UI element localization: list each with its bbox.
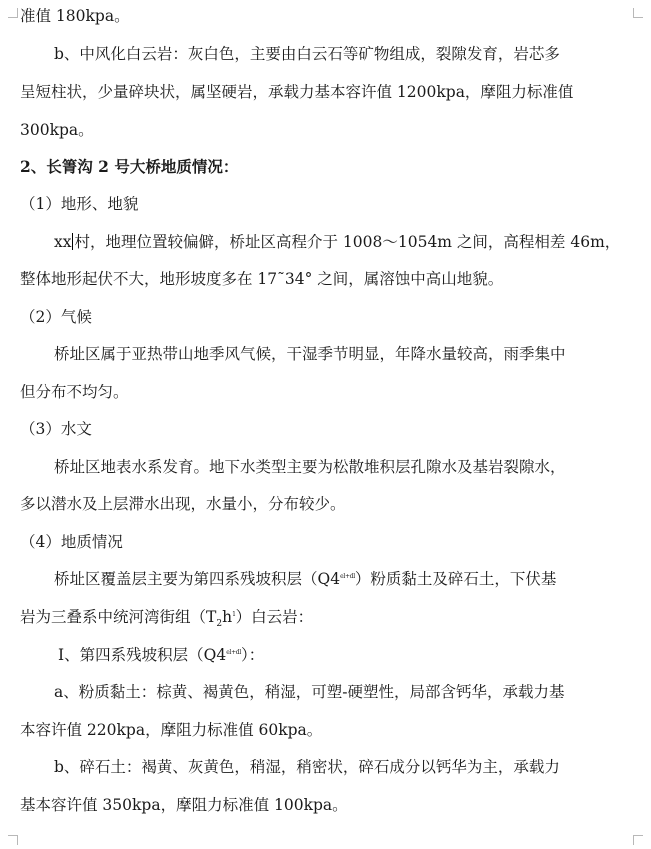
subsection-heading: （2）气候	[20, 308, 92, 326]
paragraph-line	[58, 645, 264, 665]
paragraph-line	[54, 232, 620, 252]
paragraph-line: 本容许值 220kpa，摩阻力标准值 60kpa。	[20, 721, 323, 739]
text-run: xx	[54, 233, 72, 251]
text-run: ）白云岩：	[235, 608, 314, 626]
paragraph-line: 桥址区属于亚热带山地季风气候，干湿季节明显，年降水量较高，雨季集中	[54, 345, 566, 363]
paragraph-line: 300kpa。	[20, 121, 94, 139]
paragraph-line	[54, 569, 556, 589]
paragraph-line: 整体地形起伏不大，地形坡度多在 17˜34° 之间，属溶蚀中高山地貌。	[20, 270, 504, 288]
subsection-heading: （4）地质情况	[20, 533, 123, 551]
text-run: 岩为三叠系中统河湾街组（T	[20, 608, 217, 626]
paragraph-line: b、中风化白云岩：灰白色，主要由白云石等矿物组成，裂隙发育，岩芯多	[54, 45, 560, 63]
paragraph-line: b、碎石土：褐黄、灰黄色，稍湿，稍密状，碎石成分以钙华为主，承载力	[54, 758, 560, 776]
text-run: 桥址区覆盖层主要为第四系残坡积层（Q4	[54, 570, 341, 588]
subsection-heading: （3）水文	[20, 420, 92, 438]
text-run: 村，地理位置较偏僻，桥址区高程介于 1008～1054m 之间，高程相差 46m，	[74, 233, 621, 251]
page-corner-mark	[633, 835, 643, 845]
paragraph-line: 呈短柱状，少量碎块状，属坚硬岩，承载力基本容许值 1200kpa，摩阻力标准值	[20, 83, 574, 101]
paragraph-line: 基本容许值 350kpa，摩阻力标准值 100kpa。	[20, 796, 348, 814]
paragraph-line: 桥址区地表水系发育。地下水类型主要为松散堆积层孔隙水及基岩裂隙水，	[54, 458, 566, 476]
text-run: h	[222, 608, 233, 626]
page-corner-mark	[8, 835, 18, 845]
superscript: el+dl	[340, 572, 355, 580]
section-heading: 2、长箐沟 2 号大桥地质情况：	[20, 157, 239, 176]
page-corner-mark	[8, 8, 18, 18]
subscript: 2	[216, 619, 223, 630]
subsection-heading: （1）地形、地貌	[20, 195, 139, 213]
paragraph-line	[20, 607, 314, 630]
text-run: ）粉质黏土及碎石土，下伏基	[354, 570, 557, 588]
superscript: el+dl	[226, 648, 241, 656]
page-corner-mark	[633, 8, 643, 18]
text-run: ）：	[240, 646, 265, 664]
paragraph-line: 但分布不均匀。	[20, 383, 129, 401]
paragraph-line: a、粉质黏土：棕黄、褐黄色，稍湿，可塑-硬塑性，局部含钙华，承载力基	[54, 683, 565, 701]
paragraph-line: 准值 180kpa。	[20, 7, 130, 25]
superscript: 1	[232, 610, 236, 618]
text-run: Ⅰ、第四系残坡积层（Q4	[58, 646, 227, 664]
paragraph-line: 多以潜水及上层滞水出现，水量小，分布较少。	[20, 495, 346, 513]
